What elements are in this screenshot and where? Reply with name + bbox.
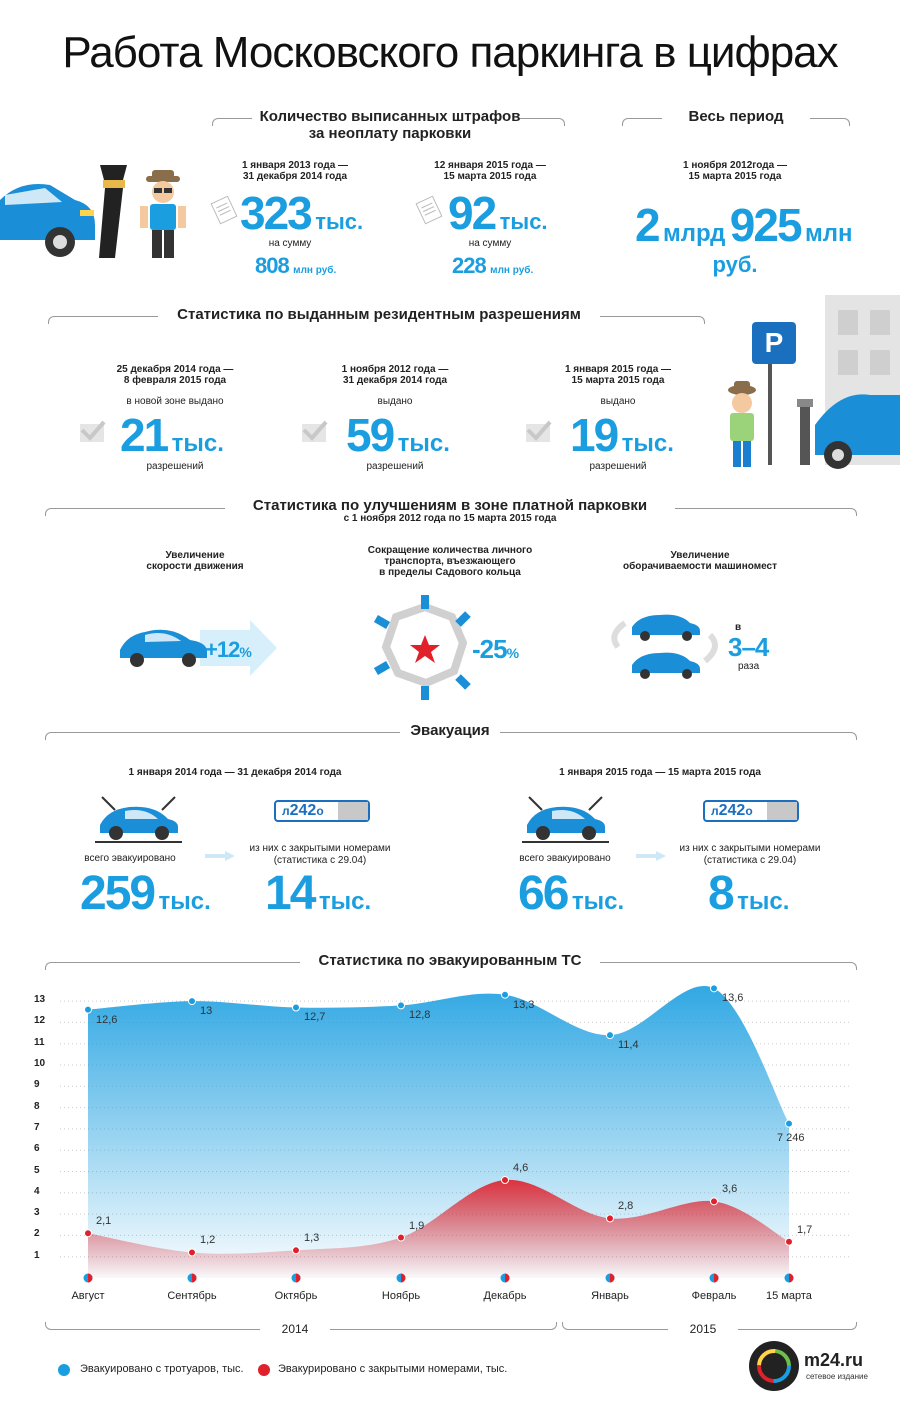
turnover-cars-illustration [610,605,725,685]
car-illustration [0,170,100,260]
improvements-bracket-right [675,508,857,516]
permit-post: разрешений [589,461,647,472]
fines-heading: Количество выписанных штрафов за неоплату парковки [259,108,521,142]
data-label: 1,2 [200,1234,216,1247]
chart-bracket-right [600,962,857,970]
turnover-post: раза [738,661,760,672]
evac-period1-total-label: всего эвакуировано [84,853,176,864]
y-tick-label: 7 [34,1121,40,1133]
chart-labels-layer [0,980,900,1310]
permit-value: 59 тыс. [346,409,450,461]
data-label: 1,9 [409,1219,425,1232]
speed-value: +12% [205,637,252,662]
man-illustration [138,168,188,260]
permit-dates: 25 декабря 2014 года — 8 февраля 2015 года [116,364,234,386]
permit-value: 19 тыс. [570,409,674,461]
year-2014: 2014 [260,1322,330,1336]
chart-title: Статистика по эвакуированным ТС [318,952,582,969]
legend-swatch-blue [58,1364,70,1376]
evac-bracket-right [500,732,857,740]
evac-period2-total-label: всего эвакуировано [519,853,611,864]
x-tick-label: Январь [591,1290,629,1302]
permit-dates: 1 ноября 2012 года — 31 декабря 2014 года [341,364,449,386]
turnover-value: 3–4 [728,632,769,662]
year-2015: 2015 [668,1322,738,1336]
license-plate: л242о [274,800,370,822]
chart-bracket-left [45,962,300,970]
y-tick-label: 3 [34,1207,40,1219]
evac-period2-closed: 8 тыс. [708,867,790,920]
data-label: 13,6 [722,992,744,1005]
turnover-caption: Увеличение оборачиваемости машиномест [622,550,777,572]
receipt-icon [210,195,238,225]
logo-name: m24.ru [804,1350,864,1370]
permit-post: разрешений [366,461,424,472]
permit-dates: 1 января 2015 года — 15 марта 2015 года [564,364,672,386]
evac-heading: Эвакуация [410,722,490,739]
fines-period1-sum-label: на сумму [268,238,312,249]
tow-car-icon [90,795,185,845]
permit-value: 21 тыс. [120,409,224,461]
receipt-icon [415,195,443,225]
y-tick-label: 9 [34,1079,40,1091]
fines-period1-value: 323 тыс. [240,187,364,239]
parking-scene-illustration [720,295,900,475]
x-tick-label: Август [71,1290,105,1302]
total-unit: руб. [712,252,758,277]
traffic-caption: Сокращение количества личного транспорта, въезжающего в пределы Садового кольца [367,545,533,578]
fines-period2-sum: 228 млн руб. [452,253,534,278]
total-dates: 1 ноября 2012года — 15 марта 2015 года [683,160,787,182]
data-label: 12,8 [409,1009,431,1022]
tow-car-icon [517,795,612,845]
data-label: 13 [200,1005,213,1018]
improvements-subheading: с 1 ноября 2012 года по 15 марта 2015 года [343,513,557,524]
data-label: 11,4 [618,1039,639,1052]
y-tick-label: 2 [34,1228,40,1240]
fines-period2-dates: 12 января 2015 года — 15 марта 2015 года [434,160,546,182]
page-title: Работа Московского паркинга в цифрах [62,28,838,77]
permits-bracket-left [48,316,158,324]
data-label: 2,8 [618,1200,634,1213]
envelope-check-icon [524,420,552,444]
permit-pre: выдано [377,396,413,407]
total-bracket-right [810,118,850,126]
y-tick-label: 8 [34,1100,40,1112]
parking-sign-icon: P [752,322,796,364]
improvements-bracket-left [45,508,225,516]
total-value: 2 млрд 925 млн [635,199,853,251]
speed-caption: Увеличение скорости движения [146,550,244,572]
data-label: 1,3 [304,1232,320,1245]
evac-period1-closed: 14 тыс. [265,867,372,920]
total-heading: Весь период [688,108,784,125]
x-tick-label: Февраль [691,1290,737,1302]
permits-heading: Статистика по выданным резидентным разрешениям [177,306,581,323]
x-tick-label: 15 марта [766,1290,812,1302]
license-plate: л242о [703,800,799,822]
y-tick-label: 1 [34,1249,40,1261]
evac-period2-dates: 1 января 2015 года — 15 марта 2015 года [559,767,761,778]
evac-period1-dates: 1 января 2014 года — 31 декабря 2014 года [128,767,342,778]
turnover-pre: в [735,622,742,633]
data-label: 2,1 [96,1215,112,1228]
evac-period1-total: 259 тыс. [80,867,211,920]
data-label: 3,6 [722,1183,738,1196]
permit-post: разрешений [146,461,204,472]
evac-period2-total: 66 тыс. [518,867,625,920]
evac-bracket-left [45,732,400,740]
x-tick-label: Октябрь [274,1290,318,1302]
m24-logo-icon [748,1340,800,1392]
fines-period1-dates: 1 января 2013 года — 31 декабря 2014 года [241,160,349,182]
y-tick-label: 5 [34,1164,40,1176]
x-tick-label: Декабрь [483,1290,527,1302]
fines-period2-sum-label: на сумму [468,238,512,249]
data-label: 4,6 [513,1162,529,1175]
legend-label-blue: Эвакуировано с тротуаров, тыс. [80,1363,244,1375]
permits-bracket-right [600,316,705,324]
fines-period2-value: 92 тыс. [448,187,548,239]
traffic-value: -25% [472,634,520,664]
evac-period1-closed-label: из них с закрытыми номерами (статистика с 29.04) [249,843,391,866]
y-tick-label: 4 [34,1185,40,1197]
permit-pre: в новой зоне выдано [126,396,224,407]
y-tick-label: 13 [34,994,46,1006]
ring-road-illustration [370,595,480,700]
envelope-check-icon [300,420,328,444]
envelope-check-icon [78,420,106,444]
data-label: 12,7 [304,1011,326,1024]
y-tick-label: 10 [34,1058,46,1069]
data-label: 13,3 [513,998,535,1011]
y-tick-label: 12 [34,1015,46,1027]
y-tick-label: 11 [34,1036,45,1048]
x-tick-label: Ноябрь [381,1290,421,1302]
data-label: 7 246 [777,1131,805,1144]
evac-period2-closed-label: из них с закрытыми номерами (статистика с 29.04) [679,843,821,866]
logo-tagline: сетевое издание [806,1372,868,1381]
total-bracket-left [622,118,662,126]
improvements-heading: Статистика по улучшениям в зоне платной парковки [252,497,648,514]
y-tick-label: 6 [34,1143,40,1155]
legend-swatch-red [258,1364,270,1376]
legend-label-red: Эвакурировано с закрытыми номерами, тыс. [278,1363,508,1375]
permit-pre: выдано [600,396,636,407]
parking-meter-icon [95,160,135,260]
data-label: 1,7 [797,1223,813,1236]
x-tick-label: Сентябрь [167,1290,217,1302]
data-label: 12,6 [96,1013,118,1026]
fines-period1-sum: 808 млн руб. [255,253,337,278]
